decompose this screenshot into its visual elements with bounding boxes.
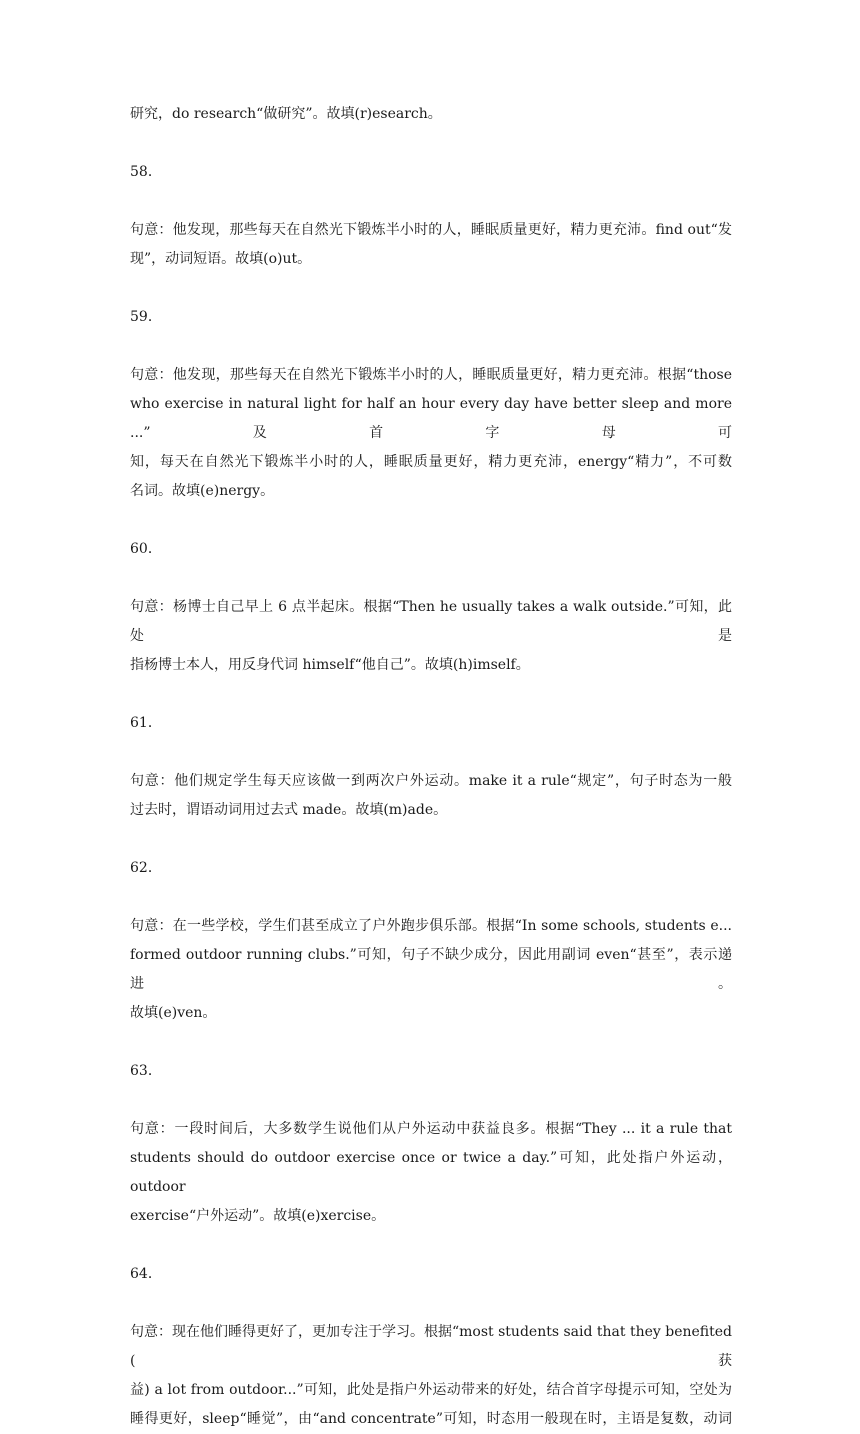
- explanation-block: [130, 593, 732, 680]
- explanation-line: 研究，do research“做研究”。故填(r)esearch。: [130, 106, 442, 122]
- explanation-line: 句意：在一些学校，学生们甚至成立了户外跑步俱乐部。根据“In some schools, students e...: [130, 918, 732, 934]
- explanation-line: exercise“户外运动”。故填(e)xercise。: [130, 1208, 386, 1224]
- question-number: 63．: [130, 1063, 162, 1079]
- question-number: 61．: [130, 715, 162, 731]
- explanation-line: 句意：现在他们睡得更好了，更加专注于学习。根据“most students said that they benefited (获: [130, 1324, 733, 1369]
- explanation-line: 现”，动词短语。故填(o)ut。: [130, 251, 312, 267]
- explanation-line: 句意：他发现，那些每天在自然光下锻炼半小时的人，睡眠质量更好，精力更充沛。find out“发: [130, 222, 732, 238]
- explanation-line: students should do outdoor exercise once or twice a day.”可知，此处指户外运动，outdoor: [130, 1150, 732, 1195]
- explanation-line: 益) a lot from outdoor...”可知，此处是指户外运动带来的好处，结合首字母提示可知，空处为: [130, 1382, 732, 1398]
- explanation-line: 句意：杨博士自己早上 6 点半起床。根据“Then he usually takes a walk outside.”可知，此处是: [130, 599, 732, 644]
- answer-explanations: [130, 100, 732, 1434]
- explanation-line: 知，每天在自然光下锻炼半小时的人，睡眠质量更好，精力更充沛，energy“精力”，不可数: [130, 454, 732, 470]
- explanation-block: [130, 912, 732, 1028]
- explanation-line: 名词。故填(e)nergy。: [130, 483, 275, 499]
- question-number: 59．: [130, 309, 162, 325]
- explanation-line: 指杨博士本人，用反身代词 himself“他自己”。故填(h)imself。: [130, 657, 530, 673]
- explanation-block: [130, 767, 732, 825]
- explanation-line: 句意：他发现，那些每天在自然光下锻炼半小时的人，睡眠质量更好，精力更充沛。根据“those: [130, 367, 732, 383]
- question-number: 60．: [130, 541, 162, 557]
- explanation-line: 句意：他们规定学生每天应该做一到两次户外运动。make it a rule“规定”，句子时态为一般: [130, 773, 732, 789]
- explanation-line: who exercise in natural light for half an hour every day have better sleep and more ...”及首字母可: [130, 396, 732, 441]
- explanation-block: [130, 1115, 732, 1231]
- explanation-line: 睡得更好，sleep“睡觉”，由“and concentrate”可知，时态用一般现在时，主语是复数，动词: [130, 1411, 732, 1427]
- explanation-line: 句意：一段时间后，大多数学生说他们从户外运动中获益良多。根据“They ... it a rule that: [130, 1121, 732, 1137]
- explanation-line: formed outdoor running clubs.”可知，句子不缺少成分，因此用副词 even“甚至”，表示递进。: [130, 947, 732, 992]
- explanation-line: 过去时，谓语动词用过去式 made。故填(m)ade。: [130, 802, 448, 818]
- explanation-line: 故填(e)ven。: [130, 1005, 217, 1021]
- question-number: 62．: [130, 860, 162, 876]
- explanation-block: [130, 1318, 732, 1434]
- question-number: 58．: [130, 164, 162, 180]
- explanation-block: [130, 361, 732, 506]
- explanation-block: [130, 100, 732, 129]
- explanation-block: [130, 216, 732, 274]
- question-number: 64．: [130, 1266, 162, 1282]
